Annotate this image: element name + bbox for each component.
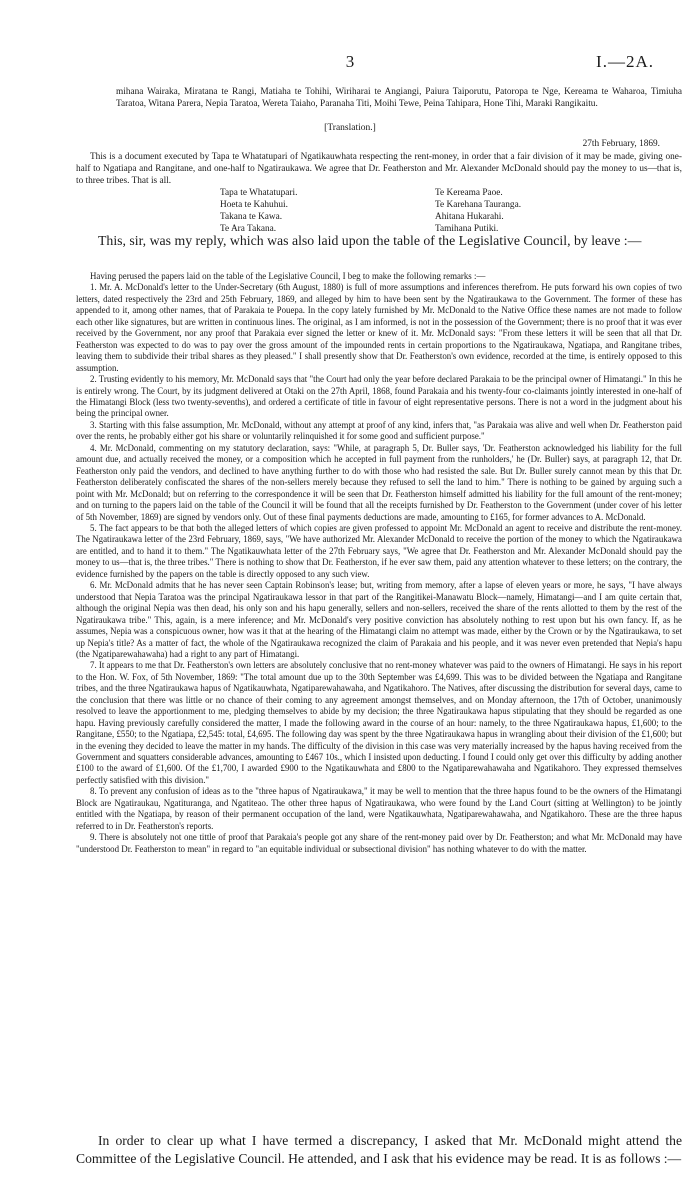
signature: Hoeta te Kahuhui. xyxy=(220,200,288,210)
document-date: 27th February, 1869. xyxy=(582,139,660,149)
remarks-paragraph: 8. To prevent any confusion of ideas as to the "three hapus of Ngatiraukawa," it may be well to mention that the three hapus found to be the owners of the Himatangi Block are Ngatiraukau, Ngatituranga, and Ngatiteao. The other three hapus of Ngatiraukawa, who were found by the Land Court (sitting at Wellington) to be jointly entitled with the Ngatiapa, by reason of their permanent occupation of the land, were Ngatikauwhata, Ngatiparewahawaha, and Ngatikahoro. These are the three hapus referred to in Dr. Featherston's reports. xyxy=(76,786,682,831)
signature: Tapa te Whatatupari. xyxy=(220,188,298,198)
closing-paragraph: In order to clear up what I have termed a discrepancy, I asked that Mr. McDonald might attend the Committee of the Legislative Council. He attended, and I ask that his evidence may be read. It is as follows :— xyxy=(76,1133,682,1166)
remarks-paragraph: 1. Mr. A. McDonald's letter to the Under-Secretary (6th August, 1880) is full of more assumptions and inferences therefrom. He puts forward his own copies of two letters, dated respectively the 23rd and 25th February, 1869, and alleged by him to have been sent by the Ngatiraukawa to the Government. The former of these has appended to it, among other names, that of Parakaia te Pouepa. In the copy lately furnished by Mr. McDonald to the Native Office these names are not made to follow each other like signatures, but are written in continuous lines. The original, as I am informed, is not in the possession of the Government; there is no proof that it was ever received by the Government, nor any proof that Parakaia ever signed the letter or knew of it. Mr. McDonald says: "From these letters it will be seen that all that Dr. Featherston was expected to do was to pay over the gross amount of the impounded rents in certain proportions to the Ngatiraukawa, Ngatiapa, and Rangitane tribes, leaving them to subdivide their tribal shares as they pleased." I shall presently show that Dr. Featherston's own evidence, recorded at the time, is entirely opposed to this assumption. xyxy=(76,282,682,373)
signature: Takana te Kawa. xyxy=(220,212,283,222)
signature: Te Kereama Paoe. xyxy=(435,188,503,198)
signature-block xyxy=(220,187,640,235)
signature-row xyxy=(220,211,640,223)
signature: Ahitana Hukarahi. xyxy=(435,212,504,222)
document-reference: I.—2A. xyxy=(596,52,654,71)
remarks-paragraph: 3. Starting with this false assumption, Mr. McDonald, without any attempt at proof of any kind, infers that, "as Parakaia was alive and well when Dr. Featherston paid over the rents, he probably either got his share or voluntarily relinquished it for some good and sufficient purpose." xyxy=(76,419,682,442)
page-number: 3 xyxy=(345,52,355,71)
remarks-paragraph: 4. Mr. McDonald, commenting on my statutory declaration, says: "While, at paragraph 5, Dr. Buller says, 'Dr. Featherston acknowledged his liability for the full amount due, and actually received the money, or a composition which he accepted in full payment from the runholders,' he (Dr. Buller) says, at paragraph 12, that Dr. Featherston only paid the vendors, and declined to have anything further to do with those who had resisted the sale. But Dr. Buller surely cannot mean by this that Dr. Featherston deliberately confiscated the shares of the non-sellers merely because they refused to sell the land to him." There is nothing to be gained by arguing such a point with Mr. McDonald; but on referring to the correspondence it will be seen that Dr. Featherston himself admitted his liability for the full amount of the rent-money; and on turning to the papers laid on the table of the Council it will be found that all the receipts furnished by Dr. Featherston to the Government (under cover of his letter of 5th November, 1869) are signed by vendors only. Out of these final payments deductions are made, amounting to £165, for former advances to A. McDonald. xyxy=(76,442,682,522)
remarks-paragraph: 2. Trusting evidently to his memory, Mr. McDonald says that "the Court had only the year before declared Parakaia to be the principal owner of Himatangi." In this he is entirely wrong. The Court, by its judgment delivered at Otaki on the 27th April, 1868, found Parakaia and his twenty-four co-claimants jointly interested in one-half of the Himatangi Block (less two twenty-sevenths), and ordered a certificate of title in favour of eight representative persons. There is not a word in the judgment about his being the principal owner. xyxy=(76,374,682,419)
signature-row xyxy=(220,199,640,211)
remarks-paragraph: 6. Mr. McDonald admits that he has never seen Captain Robinson's lease; but, writing from memory, after a lapse of eleven years or more, he says, "I have always understood that Nepia Taratoa was the principal Ngatiraukawa lessor in that part of the Rangitikei-Manawatu Block—namely, Himatangi—and I am quite certain that, although the original Nepia was then dead, his only son and his hapu generally, sellers and non-sellers, received the share of the rents allotted to them by the rest of the Ngatiraukawa tribe." This, again, is a mere inference; and Mr. McDonald's very positive conviction has absolutely nothing to rest upon but his own fancy. If, as he assumes, Nepia was a conspicuous owner, how was it that at the hearing of the Himatangi claim no attempt was made, either by the Crown or by the Ngatiraukawa, to set up Nepia's title? As a matter of fact, the whole of the Ngatiraukawa recognized the claim of Parakaia and his people, and it was never even pretended that Nepia's hapu (the Ngatiparewahawaha) had a right to any part of Himatangi. xyxy=(76,580,682,659)
signature: Tamihana Putiki. xyxy=(435,224,499,234)
translation-label: [Translation.] xyxy=(324,123,376,133)
remarks-paragraph: 7. It appears to me that Dr. Featherston's own letters are absolutely conclusive that no rent-money whatever was paid to the owners of Himatangi. He says in his report to the Hon. W. Fox, of 5th November, 1869: "The total amount due up to the 30th September was £4,699. This was to be divided between the Ngatiapa and Rangitane tribes, and the three Ngatiraukawa hapus of Ngatikauwhata, Ngatiparewahawaha, and Ngatikahoro. The Natives, after discussing the distribution for several days, came to the conclusion that there was little or no chance of their coming to any agreement amongst themselves, and on Monday afternoon, the 17th of October, unanimously resolved to leave the apportionment to me, pledging themselves to abide by my decision; the three Ngatiraukawa hapus stipulating that they should be regarded as one hapu. Having previously carefully considered the matter, I made the following award in the course of an hour: namely, to the three Ngatiraukawa hapus, £1,600; to the Rangitane, £550; to the Ngatiapa, £2,545: total, £4,695. The following day was spent by the three Ngatiraukawa hapus in wrangling about their division of the £1,600; but in the evening they decided to leave the matter in my hands. The difficulty of the division in this case was very materially increased by the hapus having received from the Government and squatters considerable advances, amounting to £467 10s., which I insisted upon deducting. I found I could only get over this difficulty by adding another £100 to the award of £1,600. Of the £1,700, I awarded £900 to the Ngatikauwhata and £800 to the Ngatiparewahawaha and Ngatikahoro. They expressed themselves perfectly satisfied with this division." xyxy=(76,660,682,785)
signature: Te Karehana Tauranga. xyxy=(435,200,522,210)
signature: Te Ara Takana. xyxy=(220,224,277,234)
names-continuation: mihana Wairaka, Miratana te Rangi, Matiaha te Tohihi, Wiriharai te Angiangi, Paiura Taiporutu, Patoropa te Nge, Kereama te Waharoa, Timiuha Taratoa, Witana Parera, Nepia Taratoa, Wereta Taiaho, Paranaha Titi, Moihi Tewe, Peina Tahipara, Hone Tihi, Maraki Rangikaitu. xyxy=(116,87,682,110)
remarks-body xyxy=(76,271,682,855)
remarks-paragraph: 9. There is absolutely not one tittle of proof that Parakaia's people got any share of the rent-money paid over by Dr. Featherston; and what Mr. McDonald may have "understood Dr. Featherston to mean" in regard to "an equitable individual or subsectional division" has nothing whatever to do with the matter. xyxy=(76,832,682,854)
remarks-paragraph: 5. The fact appears to be that both the alleged letters of which copies are given professed to appoint Mr. McDonald an agent to receive and distribute the rent-money. The Ngatiraukawa letter of the 23rd February, 1869, says, "We have authorized Mr. Alexander McDonald to receive the portion of the money to which the Ngatiraukawa are entitled, and to hand it to them." The Ngatikauwhata letter of the 27th February says, "We agree that Dr. Featherston and Mr. Alexander McDonald should pay the money to us—that is, the three tribes." There is nothing to show that Dr. Featherston, if he ever saw them, paid any attention whatever to these letters; on the contrary, the evidence furnished by the papers on the table is directly opposed to any such view. xyxy=(76,522,682,579)
signature-row xyxy=(220,187,640,199)
remarks-paragraph: Having perused the papers laid on the table of the Legislative Council, I beg to make the following remarks :— xyxy=(90,271,486,281)
translated-document-text: This is a document executed by Tapa te Whatatupari of Ngatikauwhata respecting the rent-money, in order that a fair division of it may be made, giving one-half to Ngatiapa and Rangitane, and one-half to Ngatiraukawa. We agree that Dr. Featherston and Mr. Alexander McDonald should pay the money to us—that is, to three tribes. That is all. xyxy=(76,152,682,186)
reply-intro: This, sir, was my reply, which was also laid upon the table of the Legislative Council, by leave :— xyxy=(98,233,642,248)
